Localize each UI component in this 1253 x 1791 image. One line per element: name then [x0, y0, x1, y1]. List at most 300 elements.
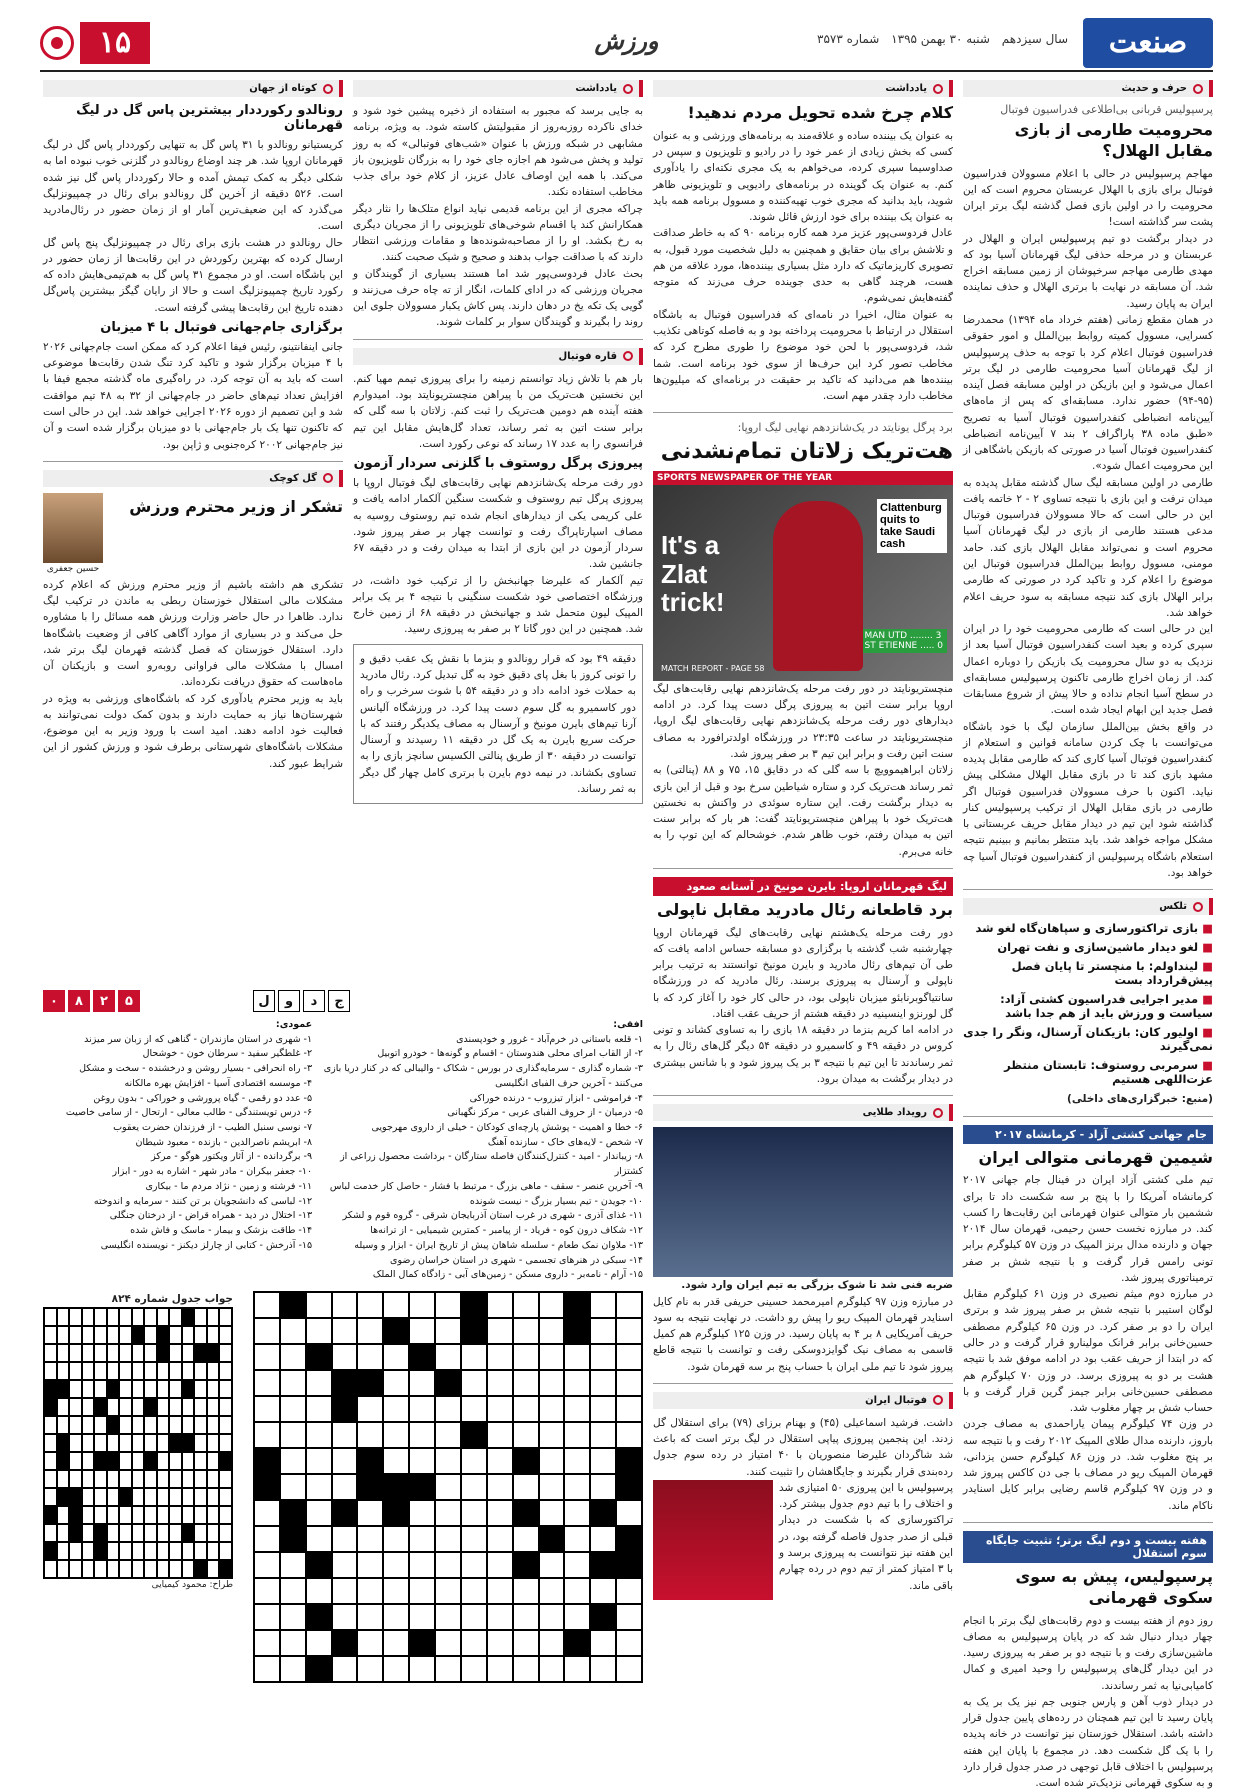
grid-cell — [182, 1398, 195, 1416]
grid-cell[interactable] — [616, 1474, 642, 1500]
grid-cell[interactable] — [564, 1500, 590, 1526]
article-title[interactable]: برگزاری جام‌جهانی فوتبال با ۴ میزبان — [100, 319, 343, 335]
grid-cell[interactable] — [616, 1526, 642, 1552]
grid-cell[interactable] — [332, 1474, 358, 1500]
grid-cell[interactable] — [332, 1604, 358, 1630]
section-tag: قاره فوتبال — [353, 348, 643, 365]
grid-cell[interactable] — [280, 1552, 306, 1578]
grid-cell[interactable] — [461, 1448, 487, 1474]
grid-cell[interactable] — [332, 1396, 358, 1422]
grid-cell[interactable] — [409, 1604, 435, 1630]
grid-cell[interactable] — [383, 1318, 409, 1344]
grid-cell — [44, 1434, 57, 1452]
grid-cell — [57, 1362, 70, 1380]
grid-cell[interactable] — [590, 1422, 616, 1448]
telex-item[interactable]: ■ سرمربی روستوف: تابستان منتظر عزت‌اللهی هستیم — [963, 1058, 1213, 1086]
author-photo — [43, 493, 103, 563]
grid-cell — [194, 1398, 207, 1416]
article-paragraph: پرسپولیس با این پیروزی ۵۰ امتیازی شد و اختلاف را با تیم دوم جدول بیشتر کرد. تراکتورسازی که با شکست در دیدار قبلی از صدر جدول فاصله گرفته بود، در این هفته نیز نتوانست به پیروزی برسد و با ۳ امتیاز کمتر از تیم دوم در رده چهارم باقی ماند. — [779, 1481, 953, 1592]
article-paragraph: دور رفت مرحله یک‌هشتم نهایی رقابت‌های لیگ قهرمانان اروپا چهارشنبه شب گذشته با برگزاری دو مسابقه حساس ادامه یافت که طی آن تیم‌های رئال مادرید و بایرن مونیخ توانستند به ترتیب برابر ناپولی و آرسنال به پیروزی برسند. رئال مادرید که در ورزشگاه سانتیاگوبرنابئو میزبان ناپولی بود، در حالی کار خود را آغاز کرد که با گل لورنزو اینسینیه در دقیقه هشتم از حریف عقب افتاد. — [653, 926, 953, 1020]
grid-cell[interactable] — [435, 1656, 461, 1682]
grid-cell[interactable] — [513, 1578, 539, 1604]
grid-cell[interactable] — [435, 1604, 461, 1630]
grid-cell[interactable] — [513, 1500, 539, 1526]
grid-cell[interactable] — [332, 1292, 358, 1318]
grid-cell[interactable] — [332, 1448, 358, 1474]
grid-cell — [82, 1362, 95, 1380]
grid-cell[interactable] — [357, 1630, 383, 1656]
article-title[interactable]: هت‌تریک زلاتان تمام‌نشدنی — [660, 439, 953, 465]
player-photo[interactable] — [653, 1480, 773, 1600]
grid-cell — [107, 1362, 120, 1380]
grid-cell[interactable] — [616, 1656, 642, 1682]
column-right — [963, 80, 1214, 1790]
grid-cell[interactable] — [513, 1422, 539, 1448]
grid-cell[interactable] — [487, 1552, 513, 1578]
grid-cell[interactable] — [306, 1656, 332, 1682]
grid-cell[interactable] — [539, 1500, 565, 1526]
grid-cell[interactable] — [280, 1578, 306, 1604]
grid-cell — [144, 1344, 157, 1362]
grid-cell — [194, 1380, 207, 1398]
grid-cell[interactable] — [590, 1552, 616, 1578]
article-title[interactable]: پیروزی پرگل روستوف با گلزنی سردار آزمون — [353, 456, 643, 472]
grid-cell[interactable] — [513, 1552, 539, 1578]
grid-cell[interactable] — [409, 1318, 435, 1344]
grid-cell[interactable] — [383, 1630, 409, 1656]
grid-cell[interactable] — [306, 1370, 332, 1396]
grid-cell[interactable] — [409, 1552, 435, 1578]
grid-cell[interactable] — [357, 1396, 383, 1422]
grid-cell[interactable] — [590, 1578, 616, 1604]
article-title[interactable]: محرومیت طارمی از بازی مقابل الهلال؟ — [1014, 120, 1213, 160]
article-paragraph: طارمی در اولین مسابقه لیگ سال گذشته مقابل پدیده به میدان نرفت و این بازی با نتیجه تساوی ۲ - ۲ خاتمه یافت این در حالی است که حالا مسوولان فدراسیون فوتبال مدعی هستند طارمی از بازی در لیگ قهرمانان آسیا محروم است و نمی‌تواند مقابل الهلال بازی کند. حامد مومنی، مسوول روابط بین‌الملل فدراسیون فوتبال این موضوع را اعلام کرد و تاکید کرد در صورتی که طارمی برابر الهلال بازی کند نتیجه مسابقه به سود حریف اعلام خواهد شد. — [963, 476, 1213, 619]
telex-list — [963, 921, 1213, 1086]
grid-cell[interactable] — [487, 1578, 513, 1604]
grid-cell[interactable] — [564, 1448, 590, 1474]
article-paragraph: منچستریونایتد در دور رفت مرحله یک‌شانزدهم نهایی رقابت‌های لیگ اروپا برابر سنت اتین به پیروزی پرگل دست پیدا کرد. در ادامه دیدارهای دور رفت مرحله یک‌شانزدهم نهایی رقابت‌های لیگ اروپا، منچستریونایتد در ساعت ۲۳:۳۵ در ورزشگاه اولدترافورد به مصاف سنت اتین رفت و برابر این تیم ۳ بر صفر پیروز شد. — [653, 682, 953, 760]
article-title[interactable]: شیمین قهرمانی متوالی ایران — [978, 1147, 1213, 1167]
grid-cell[interactable] — [513, 1474, 539, 1500]
grid-cell[interactable] — [461, 1604, 487, 1630]
article-title[interactable]: پرسپولیس، پیش به سوی سکوی قهرمانی — [1015, 1566, 1213, 1607]
grid-cell[interactable] — [590, 1344, 616, 1370]
grid-cell[interactable] — [590, 1526, 616, 1552]
grid-cell[interactable] — [306, 1552, 332, 1578]
grid-cell[interactable] — [306, 1604, 332, 1630]
grid-cell[interactable] — [409, 1526, 435, 1552]
grid-cell[interactable] — [487, 1630, 513, 1656]
grid-cell[interactable] — [564, 1370, 590, 1396]
grid-cell[interactable] — [254, 1318, 280, 1344]
grid-cell[interactable] — [513, 1396, 539, 1422]
grid-cell[interactable] — [539, 1578, 565, 1604]
grid-cell[interactable] — [539, 1396, 565, 1422]
grid-cell — [207, 1470, 220, 1488]
grid-cell[interactable] — [254, 1526, 280, 1552]
grid-cell[interactable] — [539, 1552, 565, 1578]
grid-cell — [57, 1524, 70, 1542]
grid-cell — [194, 1416, 207, 1434]
article-paragraph: بار هم با تلاش زیاد توانستم زمینه را برای پیروزی تیمم مهیا کنم. این نخستین هت‌تریک من با پیراهن منچستریونایتد بود. امیدوارم هفته آینده هم دومین هت‌تریک را ثبت کنم. زلاتان با سه گلی که برابر سنت اتین به ثمر رساند، تعداد گل‌هایش مقابل این تیم فرانسوی را به عدد ۱۷ رساند که نوعی رکورد است. — [353, 372, 643, 450]
grid-cell[interactable] — [280, 1656, 306, 1682]
grid-cell[interactable] — [357, 1604, 383, 1630]
grid-cell — [69, 1524, 82, 1542]
grid-cell[interactable] — [616, 1448, 642, 1474]
grid-cell[interactable] — [461, 1292, 487, 1318]
grid-cell[interactable] — [487, 1500, 513, 1526]
grid-cell[interactable] — [280, 1292, 306, 1318]
grid-cell[interactable] — [616, 1370, 642, 1396]
grid-cell[interactable] — [306, 1474, 332, 1500]
grid-cell[interactable] — [306, 1500, 332, 1526]
grid-cell[interactable] — [357, 1344, 383, 1370]
grid-cell[interactable] — [539, 1630, 565, 1656]
grid-cell[interactable] — [357, 1448, 383, 1474]
grid-cell — [69, 1362, 82, 1380]
grid-cell[interactable] — [357, 1474, 383, 1500]
grid-cell[interactable] — [306, 1526, 332, 1552]
grid-cell[interactable] — [254, 1292, 280, 1318]
grid-cell[interactable] — [590, 1656, 616, 1682]
grid-cell[interactable] — [487, 1344, 513, 1370]
telex-item[interactable]: ■ مدیر اجرایی فدراسیون کشتی آزاد: سیاست و ورزش باید از هم جدا باشد — [963, 992, 1213, 1020]
grid-cell — [82, 1506, 95, 1524]
grid-cell[interactable] — [280, 1370, 306, 1396]
grid-cell[interactable] — [280, 1396, 306, 1422]
grid-cell[interactable] — [280, 1500, 306, 1526]
grid-cell[interactable] — [564, 1396, 590, 1422]
grid-cell[interactable] — [383, 1292, 409, 1318]
grid-cell[interactable] — [513, 1448, 539, 1474]
grid-cell — [132, 1488, 145, 1506]
article-paragraph: روز دوم از هفته بیست و دوم رقابت‌های لیگ برتر با انجام چهار دیدار دنبال شد که در پایان پرسپولیس به مصاف ماشین‌سازی رفت و با نتیجه دو بر صفر به پیروزی رسید. در این دیدار گل‌های پرسپولیس را وحید امیری و کمال کامیابی‌نیا به ثمر رساندند. — [963, 1614, 1213, 1692]
grid-cell[interactable] — [616, 1604, 642, 1630]
grid-cell[interactable] — [332, 1656, 358, 1682]
grid-cell — [57, 1416, 70, 1434]
grid-cell[interactable] — [590, 1448, 616, 1474]
grid-cell[interactable] — [513, 1656, 539, 1682]
grid-cell[interactable] — [564, 1292, 590, 1318]
article-paragraph: چراکه مجری از این برنامه قدیمی نیاید انواع متلک‌ها را نثار دیگر همکارانش کند یا اقسام شوخی‌های تلویزیونی را از مجریان دیگری به رخ بکشد. او را از مصاحبه‌شونده‌ها و مقامات ورزشی انتظار دارند که با صداقت جواب بدهند و صحیح و شیک صحبت کنند. — [353, 202, 643, 264]
grid-cell — [219, 1326, 232, 1344]
grid-cell[interactable] — [409, 1474, 435, 1500]
grid-cell — [82, 1470, 95, 1488]
grid-cell[interactable] — [332, 1344, 358, 1370]
grid-cell[interactable] — [254, 1500, 280, 1526]
grid-cell[interactable] — [539, 1526, 565, 1552]
grid-cell[interactable] — [590, 1318, 616, 1344]
grid-cell[interactable] — [487, 1474, 513, 1500]
grid-cell — [119, 1506, 132, 1524]
issue-label: شماره ۳۵۷۳ — [817, 32, 880, 46]
grid-cell[interactable] — [280, 1422, 306, 1448]
grid-cell[interactable] — [513, 1344, 539, 1370]
grid-cell[interactable] — [616, 1552, 642, 1578]
grid-cell[interactable] — [513, 1292, 539, 1318]
grid-cell[interactable] — [383, 1656, 409, 1682]
grid-cell[interactable] — [409, 1396, 435, 1422]
grid-cell[interactable] — [280, 1630, 306, 1656]
grid-cell[interactable] — [590, 1500, 616, 1526]
grid-cell — [132, 1452, 145, 1470]
grid-cell — [94, 1416, 107, 1434]
grid-cell[interactable] — [461, 1656, 487, 1682]
newspaper-photo[interactable] — [653, 471, 953, 681]
grid-cell[interactable] — [357, 1656, 383, 1682]
grid-cell[interactable] — [409, 1656, 435, 1682]
grid-cell — [219, 1380, 232, 1398]
grid-cell[interactable] — [357, 1552, 383, 1578]
grid-cell[interactable] — [461, 1474, 487, 1500]
grid-cell[interactable] — [254, 1474, 280, 1500]
grid-cell[interactable] — [254, 1630, 280, 1656]
grid-cell[interactable] — [539, 1344, 565, 1370]
grid-cell[interactable] — [513, 1604, 539, 1630]
grid-cell[interactable] — [332, 1370, 358, 1396]
grid-cell[interactable] — [280, 1474, 306, 1500]
grid-cell[interactable] — [409, 1448, 435, 1474]
telex-item[interactable]: ■ لغو دیدار ماشین‌سازی و نفت تهران — [963, 940, 1213, 954]
grid-cell[interactable] — [590, 1474, 616, 1500]
grid-cell[interactable] — [435, 1370, 461, 1396]
grid-cell — [157, 1524, 170, 1542]
grid-cell[interactable] — [461, 1422, 487, 1448]
grid-cell[interactable] — [487, 1604, 513, 1630]
grid-cell[interactable] — [435, 1396, 461, 1422]
grid-cell — [44, 1470, 57, 1488]
grid-cell — [169, 1470, 182, 1488]
grid-cell[interactable] — [280, 1448, 306, 1474]
grid-cell — [82, 1542, 95, 1560]
grid-cell[interactable] — [383, 1578, 409, 1604]
grid-cell[interactable] — [590, 1292, 616, 1318]
grid-cell[interactable] — [435, 1500, 461, 1526]
grid-cell[interactable] — [539, 1370, 565, 1396]
grid-cell[interactable] — [383, 1474, 409, 1500]
grid-cell[interactable] — [435, 1318, 461, 1344]
grid-cell[interactable] — [487, 1292, 513, 1318]
grid-cell[interactable] — [590, 1604, 616, 1630]
grid-cell[interactable] — [564, 1526, 590, 1552]
grid-cell[interactable] — [357, 1422, 383, 1448]
grid-cell[interactable] — [539, 1474, 565, 1500]
grid-cell[interactable] — [461, 1578, 487, 1604]
grid-cell[interactable] — [564, 1630, 590, 1656]
grid-cell[interactable] — [564, 1552, 590, 1578]
article-title[interactable]: رونالدو رکورددار بیشترین پاس گل در لیگ قهرمانان — [76, 103, 343, 133]
grid-cell[interactable] — [383, 1422, 409, 1448]
grid-cell[interactable] — [280, 1604, 306, 1630]
grid-cell[interactable] — [254, 1578, 280, 1604]
grid-cell[interactable] — [332, 1578, 358, 1604]
grid-cell[interactable] — [409, 1344, 435, 1370]
grid-cell[interactable] — [435, 1578, 461, 1604]
grid-cell[interactable] — [254, 1552, 280, 1578]
grid-cell[interactable] — [461, 1552, 487, 1578]
grid-cell[interactable] — [564, 1318, 590, 1344]
crossword-grid[interactable] — [253, 1291, 643, 1683]
grid-cell[interactable] — [332, 1318, 358, 1344]
grid-cell[interactable] — [306, 1318, 332, 1344]
grid-cell[interactable] — [461, 1526, 487, 1552]
grid-cell[interactable] — [357, 1526, 383, 1552]
grid-cell — [94, 1452, 107, 1470]
grid-cell[interactable] — [332, 1422, 358, 1448]
newspaper-logo[interactable]: صنعت — [1083, 18, 1213, 68]
grid-cell[interactable] — [616, 1578, 642, 1604]
grid-cell[interactable] — [254, 1656, 280, 1682]
grid-cell[interactable] — [383, 1370, 409, 1396]
grid-cell[interactable] — [383, 1552, 409, 1578]
article-paragraph: در دیدار ذوب آهن و پارس جنوبی جم نیز یک بر یک به پایان رسید تا این تیم همچنان در رده‌های پایین جدول قرار داشته باشد. استقلال خوزستان نیز توانست در خانه پدیده را با یک گل شکست دهد. در مجموع با پایان این هفته پرسپولیس با اختلاف قابل توجهی در صدر جدول قرار دارد و به سکوی قهرمانی نزدیک‌تر شده است. — [963, 1695, 1213, 1790]
grid-cell[interactable] — [306, 1422, 332, 1448]
grid-cell — [144, 1380, 157, 1398]
grid-cell[interactable] — [564, 1604, 590, 1630]
grid-cell[interactable] — [435, 1552, 461, 1578]
grid-cell[interactable] — [564, 1578, 590, 1604]
grid-cell[interactable] — [487, 1448, 513, 1474]
grid-cell[interactable] — [487, 1318, 513, 1344]
grid-cell[interactable] — [409, 1578, 435, 1604]
grid-cell[interactable] — [306, 1630, 332, 1656]
grid-cell — [132, 1560, 145, 1578]
grid-cell[interactable] — [383, 1344, 409, 1370]
article-paragraph: این در حالی است که طارمی محرومیت خود را در ایران سپری کرده و بعید است کنفدراسیون فوتبال آسیا بعد از نزدیک به دو سال محرومیت یک بازیکن را دوباره اعمال کند. از زمان اخراج طارمی تاکنون پرسپولیس مسابقه‌ای در سطح آسیا انجام نداده و حالا پیش از شروع مسابقات فصل جدید این ابهام ایجاد شده است. — [963, 623, 1213, 717]
grid-cell[interactable] — [280, 1526, 306, 1552]
grid-cell[interactable] — [332, 1526, 358, 1552]
grid-cell[interactable] — [383, 1396, 409, 1422]
grid-cell — [94, 1344, 107, 1362]
grid-cell[interactable] — [616, 1396, 642, 1422]
grid-cell[interactable] — [564, 1344, 590, 1370]
grid-cell — [132, 1506, 145, 1524]
grid-cell[interactable] — [564, 1656, 590, 1682]
grid-cell[interactable] — [616, 1422, 642, 1448]
grid-cell — [207, 1560, 220, 1578]
grid-cell[interactable] — [409, 1292, 435, 1318]
grid-cell[interactable] — [539, 1656, 565, 1682]
grid-cell[interactable] — [461, 1500, 487, 1526]
article-title[interactable]: کلام چرخ شده تحویل مردم ندهید! — [687, 103, 953, 122]
grid-cell[interactable] — [590, 1630, 616, 1656]
grid-cell[interactable] — [616, 1292, 642, 1318]
grid-cell — [182, 1416, 195, 1434]
grid-cell[interactable] — [409, 1422, 435, 1448]
grid-cell[interactable] — [487, 1396, 513, 1422]
grid-cell[interactable] — [306, 1292, 332, 1318]
grid-cell[interactable] — [357, 1370, 383, 1396]
grid-cell[interactable] — [616, 1500, 642, 1526]
grid-cell[interactable] — [254, 1604, 280, 1630]
grid-cell[interactable] — [435, 1344, 461, 1370]
grid-cell[interactable] — [409, 1370, 435, 1396]
telex-item[interactable]: ■ بازی تراکتورسازی و سپاهان‌گاه لغو شد — [963, 921, 1213, 935]
grid-cell[interactable] — [357, 1578, 383, 1604]
grid-cell[interactable] — [383, 1604, 409, 1630]
grid-cell[interactable] — [616, 1318, 642, 1344]
grid-cell[interactable] — [332, 1552, 358, 1578]
grid-cell[interactable] — [332, 1630, 358, 1656]
grid-cell[interactable] — [306, 1396, 332, 1422]
grid-cell[interactable] — [487, 1656, 513, 1682]
grid-cell[interactable] — [539, 1318, 565, 1344]
telex-item[interactable]: ■ لینداولم: با منچستر تا پایان فصل پیش‌قرارداد بست — [963, 959, 1213, 987]
grid-cell[interactable] — [254, 1448, 280, 1474]
grid-cell[interactable] — [357, 1292, 383, 1318]
grid-cell — [219, 1560, 232, 1578]
grid-cell[interactable] — [461, 1370, 487, 1396]
article-title[interactable]: تشکر از وزیر محترم ورزش — [129, 496, 343, 516]
grid-cell[interactable] — [435, 1474, 461, 1500]
grid-cell — [194, 1362, 207, 1380]
grid-cell[interactable] — [513, 1630, 539, 1656]
grid-cell[interactable] — [435, 1292, 461, 1318]
grid-cell[interactable] — [435, 1630, 461, 1656]
grid-cell[interactable] — [280, 1344, 306, 1370]
grid-cell[interactable] — [306, 1448, 332, 1474]
grid-cell[interactable] — [564, 1422, 590, 1448]
wrestling-photo[interactable] — [653, 1127, 953, 1277]
grid-cell[interactable] — [357, 1500, 383, 1526]
grid-cell[interactable] — [616, 1344, 642, 1370]
grid-cell — [144, 1524, 157, 1542]
grid-cell[interactable] — [539, 1448, 565, 1474]
grid-cell[interactable] — [487, 1422, 513, 1448]
grid-cell[interactable] — [461, 1318, 487, 1344]
grid-cell[interactable] — [332, 1500, 358, 1526]
grid-cell[interactable] — [590, 1370, 616, 1396]
telex-item[interactable]: ■ اولیور کان: بازیکنان آرسنال، ونگر را جدی نمی‌گیرند — [963, 1025, 1213, 1053]
grid-cell — [207, 1506, 220, 1524]
grid-cell[interactable] — [357, 1318, 383, 1344]
grid-cell[interactable] — [461, 1630, 487, 1656]
grid-cell[interactable] — [435, 1526, 461, 1552]
grid-cell[interactable] — [539, 1604, 565, 1630]
grid-cell[interactable] — [461, 1344, 487, 1370]
grid-cell[interactable] — [513, 1370, 539, 1396]
year-label: سال سیزدهم — [1001, 32, 1068, 46]
grid-cell — [82, 1452, 95, 1470]
grid-cell[interactable] — [539, 1422, 565, 1448]
grid-cell[interactable] — [254, 1422, 280, 1448]
grid-cell[interactable] — [409, 1500, 435, 1526]
grid-cell[interactable] — [383, 1500, 409, 1526]
grid-cell[interactable] — [306, 1578, 332, 1604]
grid-cell — [69, 1542, 82, 1560]
grid-cell[interactable] — [487, 1370, 513, 1396]
grid-cell[interactable] — [461, 1396, 487, 1422]
grid-cell[interactable] — [564, 1474, 590, 1500]
grid-cell[interactable] — [306, 1344, 332, 1370]
grid-cell[interactable] — [487, 1526, 513, 1552]
grid-cell[interactable] — [409, 1630, 435, 1656]
grid-cell[interactable] — [513, 1318, 539, 1344]
grid-cell[interactable] — [383, 1526, 409, 1552]
article-title[interactable]: برد قاطعانه رئال مادرید مقابل ناپولی — [657, 899, 953, 919]
grid-cell[interactable] — [435, 1422, 461, 1448]
grid-cell[interactable] — [590, 1396, 616, 1422]
grid-cell[interactable] — [254, 1344, 280, 1370]
grid-cell[interactable] — [616, 1630, 642, 1656]
grid-cell[interactable] — [254, 1370, 280, 1396]
grid-cell[interactable] — [539, 1292, 565, 1318]
grid-cell[interactable] — [280, 1318, 306, 1344]
grid-cell[interactable] — [254, 1396, 280, 1422]
grid-cell[interactable] — [383, 1448, 409, 1474]
grid-cell[interactable] — [513, 1526, 539, 1552]
grid-cell[interactable] — [435, 1448, 461, 1474]
